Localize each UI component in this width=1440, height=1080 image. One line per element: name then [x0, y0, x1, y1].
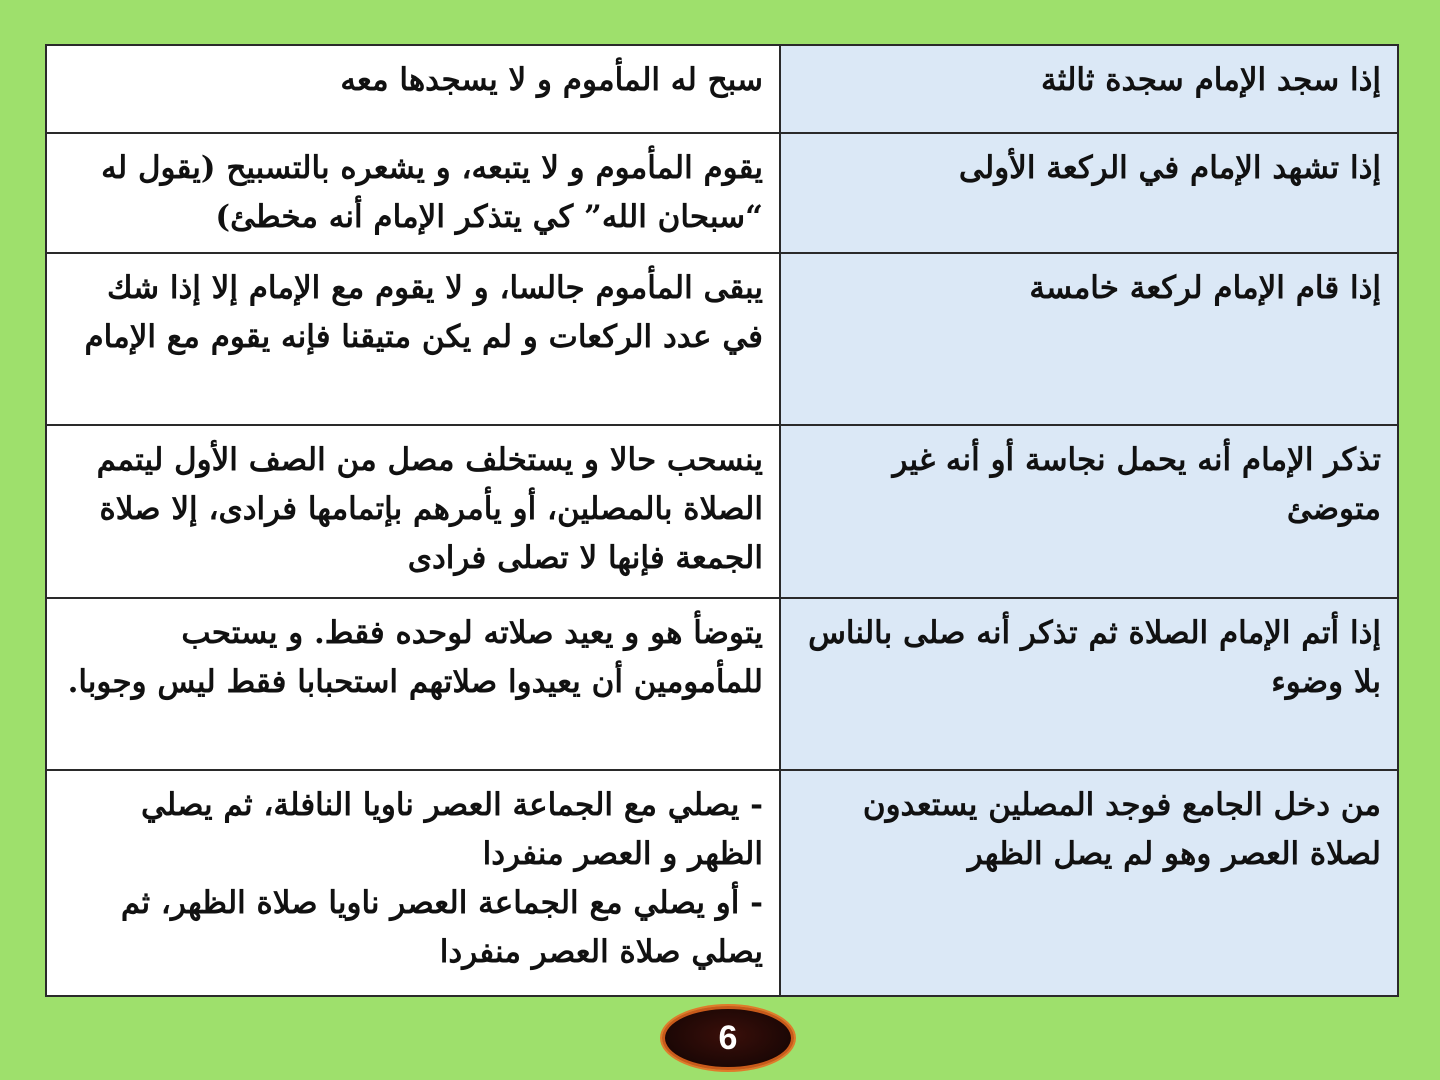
page-number: 6: [718, 1018, 738, 1057]
condition-cell: إذا سجد الإمام سجدة ثالثة: [780, 45, 1398, 133]
ruling-text: ينسحب حالا و يستخلف مصل من الصف الأول ليتمم الصلاة بالمصلين، أو يأمرهم بإتمامها فرادى، إلا صلاة الجمعة فإنها لا تصلى فرادى: [96, 441, 763, 576]
ruling-cell: [46, 133, 780, 253]
rules-table: [45, 44, 1399, 997]
ruling-text: - أو يصلي مع الجماعة العصر ناويا صلاة الظهر، ثم يصلي صلاة العصر منفردا: [120, 884, 763, 970]
ruling-cell: [46, 770, 780, 997]
table-row: [46, 598, 1398, 769]
ruling-text: يبقى المأموم جالسا، و لا يقوم مع الإمام إلا إذا شك في عدد الركعات و لم يكن متيقنا فإنه يقوم مع الإمام: [84, 270, 763, 356]
ruling-cell: [46, 598, 780, 769]
ruling-text: - يصلي مع الجماعة العصر ناويا النافلة، ثم يصلي الظهر و العصر منفردا: [140, 786, 763, 872]
table-row: [46, 770, 1398, 997]
table-row: [46, 425, 1398, 598]
condition-cell: إذا قام الإمام لركعة خامسة: [780, 253, 1398, 424]
condition-cell: من دخل الجامع فوجد المصلين يستعدون لصلاة العصر وهو لم يصل الظهر: [780, 770, 1398, 997]
page-number-badge: [662, 1006, 794, 1070]
ruling-cell: [46, 425, 780, 598]
table-row: [46, 253, 1398, 424]
ruling-cell: [46, 253, 780, 424]
condition-cell: تذكر الإمام أنه يحمل نجاسة أو أنه غير متوضئ: [780, 425, 1398, 598]
ruling-text: يتوضأ هو و يعيد صلاته لوحده فقط. و يستحب للمأمومين أن يعيدوا صلاتهم استحبابا فقط ليس وجوبا.: [67, 615, 763, 701]
rules-page: [45, 44, 1397, 997]
table-row: [46, 45, 1398, 133]
condition-cell: إذا أتم الإمام الصلاة ثم تذكر أنه صلى بالناس بلا وضوء: [780, 598, 1398, 769]
ruling-text: سبح له المأموم و لا يسجدها معه: [340, 62, 763, 98]
ruling-cell: [46, 45, 780, 133]
ruling-text: يقوم المأموم و لا يتبعه، و يشعره بالتسبيح (يقول له “سبحان الله” كي يتذكر الإمام أنه مخطئ): [101, 150, 763, 236]
table-row: [46, 133, 1398, 253]
condition-cell: إذا تشهد الإمام في الركعة الأولى: [780, 133, 1398, 253]
